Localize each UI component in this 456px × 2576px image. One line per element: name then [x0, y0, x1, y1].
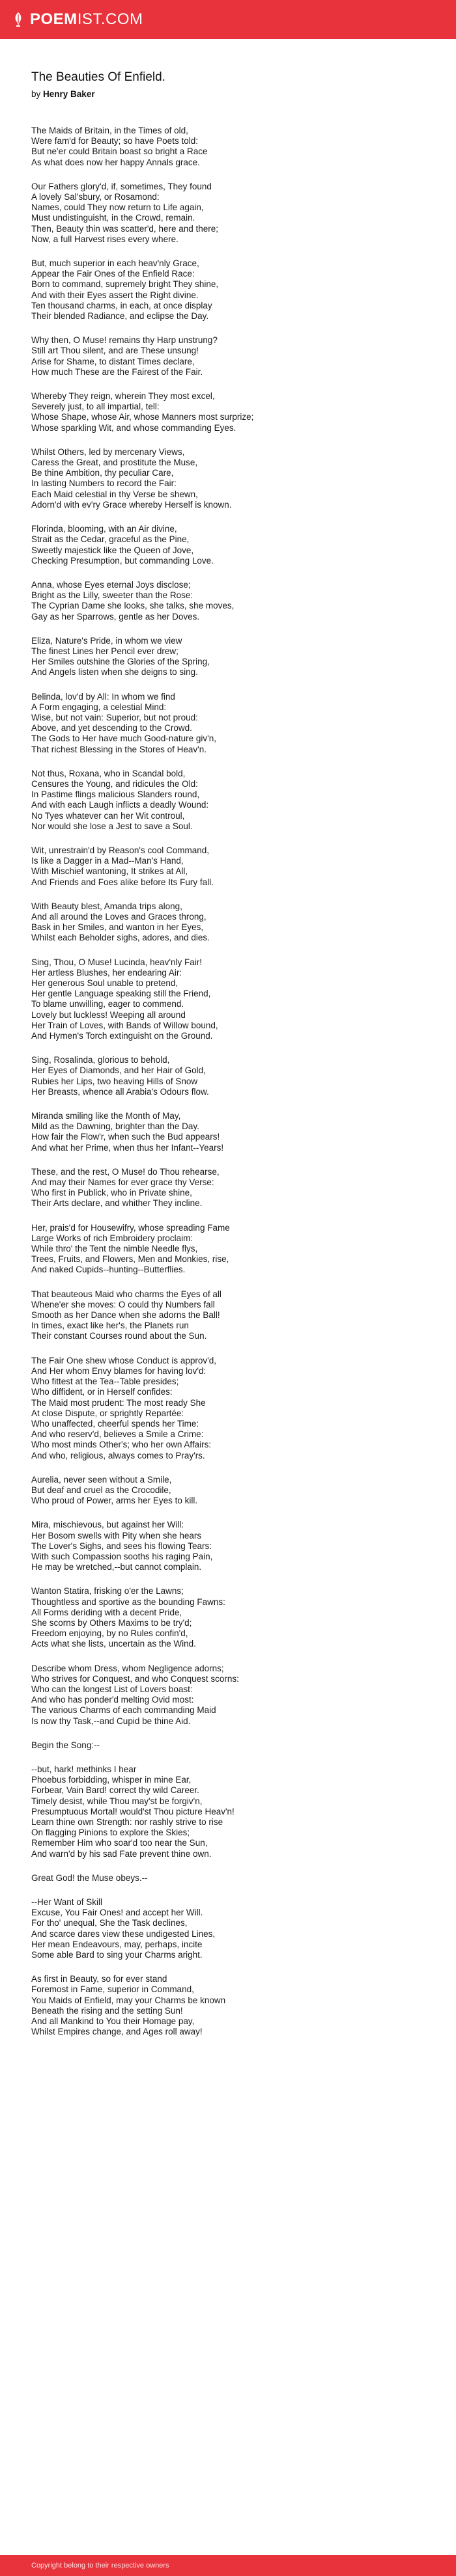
poem-stanza [31, 1289, 429, 1342]
poem-line: Wise, but not vain: Superior, but not proud: [31, 712, 198, 722]
poem-stanza [31, 1475, 429, 1507]
poem-line: Sing, Thou, O Muse! Lucinda, heav'nly Fair! [31, 957, 202, 967]
poem-line: Learn thine own Strength: nor rashly strive to rise [31, 1817, 223, 1827]
poem-line: At close Dispute, or sprightly Repartée: [31, 1408, 184, 1418]
poem-line: The Fair One shew whose Conduct is approv'd, [31, 1355, 216, 1365]
poem-line: But deaf and cruel as the Crocodile, [31, 1485, 171, 1495]
site-footer [0, 2555, 456, 2576]
poem-line: Is now thy Task,--and Cupid be thine Aid. [31, 1716, 191, 1726]
poem-line: Still art Thou silent, and are These unsung! [31, 346, 199, 356]
poem-line: Sing, Rosalinda, glorious to behold, [31, 1055, 170, 1065]
poem-line: And Her whom Envy blames for having lov'd: [31, 1365, 207, 1376]
poem-line: Is like a Dagger in a Mad--Man's Hand, [31, 856, 184, 866]
poem-line: Our Fathers glory'd, if, sometimes, They found [31, 181, 212, 191]
byline-label: by [31, 89, 41, 99]
poem-line: Above, and yet descending to the Crowd. [31, 723, 192, 733]
poem-stanza [31, 1740, 429, 1751]
poem-line: Her gentle Language speaking still the Friend, [31, 989, 211, 999]
poem-line: Her mean Endeavours, may, perhaps, incite [31, 1939, 203, 1949]
poem-line: Anna, whose Eyes eternal Joys disclose; [31, 579, 191, 590]
poem-line: Bright as the Lilly, sweeter than the Rose: [31, 590, 193, 601]
poem-line: Whilst Others, led by mercenary Views, [31, 446, 185, 457]
poem-line: The Lover's Sighs, and sees his flowing Tears: [31, 1541, 212, 1551]
poem-line: Her Eyes of Diamonds, and her Hair of Gold, [31, 1065, 206, 1076]
poem-line: Whilst each Beholder sighs, adores, and dies. [31, 933, 210, 943]
poem-line: Forbear, Vain Bard! correct thy wild Career. [31, 1785, 199, 1796]
poem-stanza [31, 845, 429, 888]
poem-line: Florinda, blooming, with an Air divine, [31, 524, 177, 534]
poem-line: Their constant Courses round about the Sun. [31, 1331, 207, 1341]
poem-line: Whene'er she moves: O could thy Numbers fall [31, 1299, 215, 1309]
poem-line: Caress the Great, and prostitute the Muse, [31, 458, 198, 468]
quill-pen-icon [12, 12, 25, 27]
poem-line: Sweetly majestick like the Queen of Jove, [31, 545, 194, 555]
poem-stanza [31, 1897, 429, 1960]
poem-line: How fair the Flow'r, when such the Bud appears! [31, 1132, 220, 1142]
poem-line: Their blended Radiance, and eclipse the Day. [31, 311, 209, 322]
poem-line: Her Train of Loves, with Bands of Willow bound, [31, 1020, 218, 1030]
poem-stanza [31, 901, 429, 944]
poem-line: Then, Beauty thin was scatter'd, here and there; [31, 223, 218, 234]
poem-line: Be thine Ambition, thy peculiar Care, [31, 468, 174, 478]
poem-line: A Form engaging, a celestial Mind: [31, 702, 167, 712]
poem-stanza [31, 580, 429, 622]
poem-line: Trees, Fruits, and Flowers, Men and Monkies, rise, [31, 1254, 229, 1265]
poem-line: Not thus, Roxana, who in Scandal bold, [31, 768, 186, 778]
poem-line: Whose sparkling Wit, and whose commanding Eyes. [31, 422, 236, 433]
poem-line: Censures the Young, and ridicules the Old: [31, 778, 198, 789]
poem-line: Smooth as her Dance when she adorns the Ball! [31, 1310, 220, 1321]
poem-line: These, and the rest, O Muse! do Thou rehearse, [31, 1166, 220, 1177]
poem-line: And who has ponder'd melting Ovid most: [31, 1695, 194, 1705]
poem-line: She scorns by Others Maxims to be try'd; [31, 1617, 192, 1628]
poem-line: The Maids of Britain, in the Times of old, [31, 126, 188, 135]
poem-line: No Tyes whatever can her Wit controul, [31, 810, 185, 821]
logo-text-light: IST.COM [77, 10, 143, 28]
poem-line: Mira, mischievous, but against her Will: [31, 1520, 184, 1530]
poem-line: Who can the longest List of Lovers boast: [31, 1684, 193, 1694]
author-link[interactable]: Henry Baker [43, 89, 95, 99]
poem-line: Born to command, supremely bright They shine, [31, 279, 219, 290]
poem-line: All Forms deriding with a decent Pride, [31, 1607, 182, 1617]
poem-line: And who reserv'd, believes a Smile a Crime: [31, 1429, 204, 1440]
poem-line: And all Mankind to You their Homage pay, [31, 2016, 195, 2027]
poem-line: And may their Names for ever grace thy Verse: [31, 1177, 214, 1188]
poem-line: Rubies her Lips, two heaving Hills of Snow [31, 1076, 198, 1086]
poem-line: Wit, unrestrain'd by Reason's cool Command, [31, 845, 210, 855]
poem-line: Now, a full Harvest rises every where. [31, 234, 178, 244]
poem-line: And scarce dares view these undigested Lines, [31, 1928, 216, 1939]
poem-line: Her artless Blushes, her endearing Air: [31, 967, 182, 978]
poem-stanza [31, 1974, 429, 2037]
poem-line: Her Bosom swells with Pity when she hears [31, 1530, 202, 1541]
poem-line: Foremost in Fame, superior in Command, [31, 1984, 194, 1995]
poem-stanza [31, 182, 429, 245]
poem-stanza [31, 447, 429, 510]
poem-line: You Maids of Enfield, may your Charms be known [31, 1995, 226, 2005]
poem-line: Her Breasts, whence all Arabia's Odours flow. [31, 1086, 209, 1097]
poem-byline [31, 89, 429, 100]
poem-line: Severely just, to all impartial, tell: [31, 402, 160, 412]
poem-line: Miranda smiling like the Month of May, [31, 1111, 181, 1121]
poem-line: Timely desist, while Thou may'st be forgiv'n, [31, 1796, 203, 1806]
poem-line: Begin the Song:-- [31, 1740, 100, 1750]
poem-line: And naked Cupids--hunting--Butterflies. [31, 1265, 186, 1275]
poem-stanza [31, 258, 429, 322]
copyright-notice: Copyright belong to their respective owners [31, 2562, 169, 2569]
poem-stanza [31, 692, 429, 755]
poem-content [31, 70, 429, 2051]
poem-line: Nor would she lose a Jest to save a Soul. [31, 821, 193, 831]
poem-stanza [31, 957, 429, 1042]
poem-line: Who unaffected, cheerful spends her Time: [31, 1418, 199, 1429]
poem-line: Her Smiles outshine the Glories of the Spring, [31, 657, 210, 667]
poem-stanza [31, 1873, 429, 1884]
poem-line: And with each Laugh inflicts a deadly Wound: [31, 800, 209, 810]
poem-line: Belinda, lov'd by All: In whom we find [31, 691, 175, 702]
poem-stanza [31, 636, 429, 678]
site-header [0, 0, 456, 39]
poem-stanza [31, 1520, 429, 1572]
logo-text-strong: POEM [30, 10, 78, 28]
poem-line: Must undistinguisht, in the Crowd, remain. [31, 213, 195, 223]
poem-stanza [31, 1664, 429, 1727]
poem-line: And warn'd by his sad Fate prevent thine own. [31, 1848, 212, 1859]
poem-line: Lovely but luckless! Weeping all around [31, 1009, 186, 1020]
poem-line: That richest Blessing in the Stores of Heav'n. [31, 744, 207, 754]
poem-line: Large Works of rich Embroidery proclaim: [31, 1233, 193, 1243]
poem-line: He may be wretched,--but cannot complain. [31, 1562, 202, 1572]
poem-line: And who, religious, always comes to Pray'rs. [31, 1450, 205, 1460]
poem-line: Checking Presumption, but commanding Love. [31, 555, 214, 566]
poem-line: Eliza, Nature's Pride, in whom we view [31, 635, 182, 646]
poem-line: That beauteous Maid who charms the Eyes of all [31, 1289, 221, 1299]
poem-line: The Cyprian Dame she looks, she talks, she moves, [31, 601, 235, 611]
poem-line: Who proud of Power, arms her Eyes to kill. [31, 1496, 198, 1506]
poem-line: Thoughtless and sportive as the bounding Fawns: [31, 1596, 225, 1607]
poem-line: Who first in Publick, who in Private shine, [31, 1188, 192, 1198]
poem-line: Each Maid celestial in thy Verse be shewn, [31, 489, 198, 499]
poem-stanza [31, 769, 429, 832]
poem-line: Aurelia, never seen without a Smile, [31, 1474, 172, 1485]
poem-line: Why then, O Muse! remains thy Harp unstrung? [31, 335, 218, 346]
poem-line: The finest Lines her Pencil ever drew; [31, 646, 178, 656]
poem-stanza [31, 1167, 429, 1209]
poem-line: Appear the Fair Ones of the Enfield Race: [31, 269, 195, 279]
poem-line: Beneath the rising and the setting Sun! [31, 2005, 183, 2016]
poem-line: The Maid most prudent: The most ready She [31, 1397, 206, 1408]
poem-line: Ten thousand charms, in each, at once display [31, 300, 212, 310]
poem-stanza [31, 335, 429, 377]
poem-line: Remember Him who soar'd too near the Sun, [31, 1838, 208, 1848]
poem-line: Phoebus forbidding, whisper in mine Ear, [31, 1775, 192, 1785]
poem-line: Freedom enjoying, by no Rules confin'd, [31, 1628, 188, 1639]
poem-line: Excuse, You Fair Ones! and accept her Will. [31, 1908, 203, 1918]
poem-line: Her generous Soul unable to pretend, [31, 978, 178, 988]
poem-line: In Pastime flings malicious Slanders round, [31, 789, 200, 800]
poem-line: --Her Want of Skill [31, 1897, 103, 1908]
poem-line: In times, exact like her's, the Planets run [31, 1321, 189, 1331]
poem-line: And what her Prime, when thus her Infant--Years! [31, 1142, 224, 1153]
poem-line: But, much superior in each heav'nly Grace, [31, 258, 199, 269]
poem-stanza [31, 1223, 429, 1276]
poem-line: While thro' the Tent the nimble Needle flys, [31, 1244, 198, 1254]
poem-line: Strait as the Cedar, graceful as the Pine, [31, 534, 190, 545]
site-logo-text [30, 12, 143, 27]
poem-line: But ne'er could Britain boast so bright a Race [31, 146, 208, 157]
poem-line: Presumptuous Mortal! would'st Thou picture Heav'n! [31, 1806, 235, 1816]
poem-line: With such Compassion sooths his raging Pain, [31, 1551, 213, 1561]
poem-line: To blame unwilling, eager to commend. [31, 999, 184, 1009]
poem-line: On flagging Pinions to explore the Skies; [31, 1828, 190, 1838]
poem-line: Who most minds Other's; who her own Affairs: [31, 1440, 212, 1450]
poem-line: And Hymen's Torch extinguisht on the Ground. [31, 1031, 213, 1041]
poem-title: The Beauties Of Enfield. [31, 70, 165, 84]
poem-line: Names, could They now return to Life again, [31, 202, 204, 213]
poem-line: Describe whom Dress, whom Negligence adorns; [31, 1663, 224, 1673]
poem-line: Gay as her Sparrows, gentle as her Doves. [31, 611, 200, 622]
poem-line: A lovely Sal'sbury, or Rosamond: [31, 192, 160, 202]
poem-line: Arise for Shame, to distant Times declare, [31, 356, 195, 366]
poem-line: Whereby They reign, wherein They most excel, [31, 391, 215, 402]
poem-line: How much These are the Fairest of the Fair. [31, 366, 203, 377]
poem-line: Her, prais'd for Housewifry, whose spreading Fame [31, 1222, 230, 1233]
poem-line: As what does now her happy Annals grace. [31, 157, 200, 167]
site-logo-link[interactable] [12, 12, 143, 27]
poem-line: Who fittest at the Tea--Table presides; [31, 1377, 179, 1387]
poem-line: Wanton Statira, frisking o'er the Lawns; [31, 1586, 184, 1596]
poem-stanza [31, 391, 429, 433]
poem-line: Who strives for Conquest, and who Conquest scorns: [31, 1673, 239, 1684]
poem-stanza [31, 126, 429, 168]
poem-stanza [31, 1111, 429, 1153]
poem-line: Bask in her Smiles, and wanton in her Eyes, [31, 922, 204, 933]
poem-line: And with their Eyes assert the Right divine. [31, 290, 199, 300]
poem-line: With Mischief wantoning, It strikes at All, [31, 866, 188, 877]
poem-line: Their Arts declare, and whither They incline. [31, 1198, 203, 1209]
poem-line: Some able Bard to sing your Charms aright. [31, 1950, 203, 1960]
poem-stanza [31, 1055, 429, 1097]
poem-line: Acts what she lists, uncertain as the Wind. [31, 1639, 196, 1649]
poem-stanza [31, 524, 429, 566]
poem-line: For tho' unequal, She the Task declines, [31, 1918, 188, 1928]
poem-stanza [31, 1356, 429, 1461]
poem-line: In lasting Numbers to record the Fair: [31, 478, 177, 489]
poem-line: --but, hark! methinks I hear [31, 1764, 137, 1774]
poem-line: Whose Shape, whose Air, whose Manners most surprize; [31, 412, 254, 422]
poem-line: Who diffident, or in Herself confides: [31, 1387, 173, 1397]
poem-stanza [31, 1586, 429, 1649]
poem-line: And Friends and Foes alike before Its Fury fall. [31, 877, 214, 887]
poem-line: Adorn'd with ev'ry Grace whereby Herself is known. [31, 499, 232, 510]
poem-line: And Angels listen when she deigns to sing. [31, 667, 198, 678]
poem-line: And all around the Loves and Graces throng, [31, 911, 207, 922]
poem-line: The Gods to Her have much Good-nature giv'n, [31, 733, 216, 744]
poem-line: As first in Beauty, so for ever stand [31, 1974, 167, 1984]
poem-stanza [31, 1764, 429, 1859]
poem-line: With Beauty blest, Amanda trips along, [31, 901, 182, 911]
poem-line: Mild as the Dawning, brighter than the Day. [31, 1121, 199, 1132]
poem-body [31, 126, 429, 2037]
poem-line: Whilst Empires change, and Ages roll away! [31, 2027, 203, 2037]
poem-line: The various Charms of each commanding Maid [31, 1705, 216, 1716]
poem-line: Great God! the Muse obeys.-- [31, 1872, 148, 1883]
poem-line: Were fam'd for Beauty; so have Poets told: [31, 136, 198, 146]
